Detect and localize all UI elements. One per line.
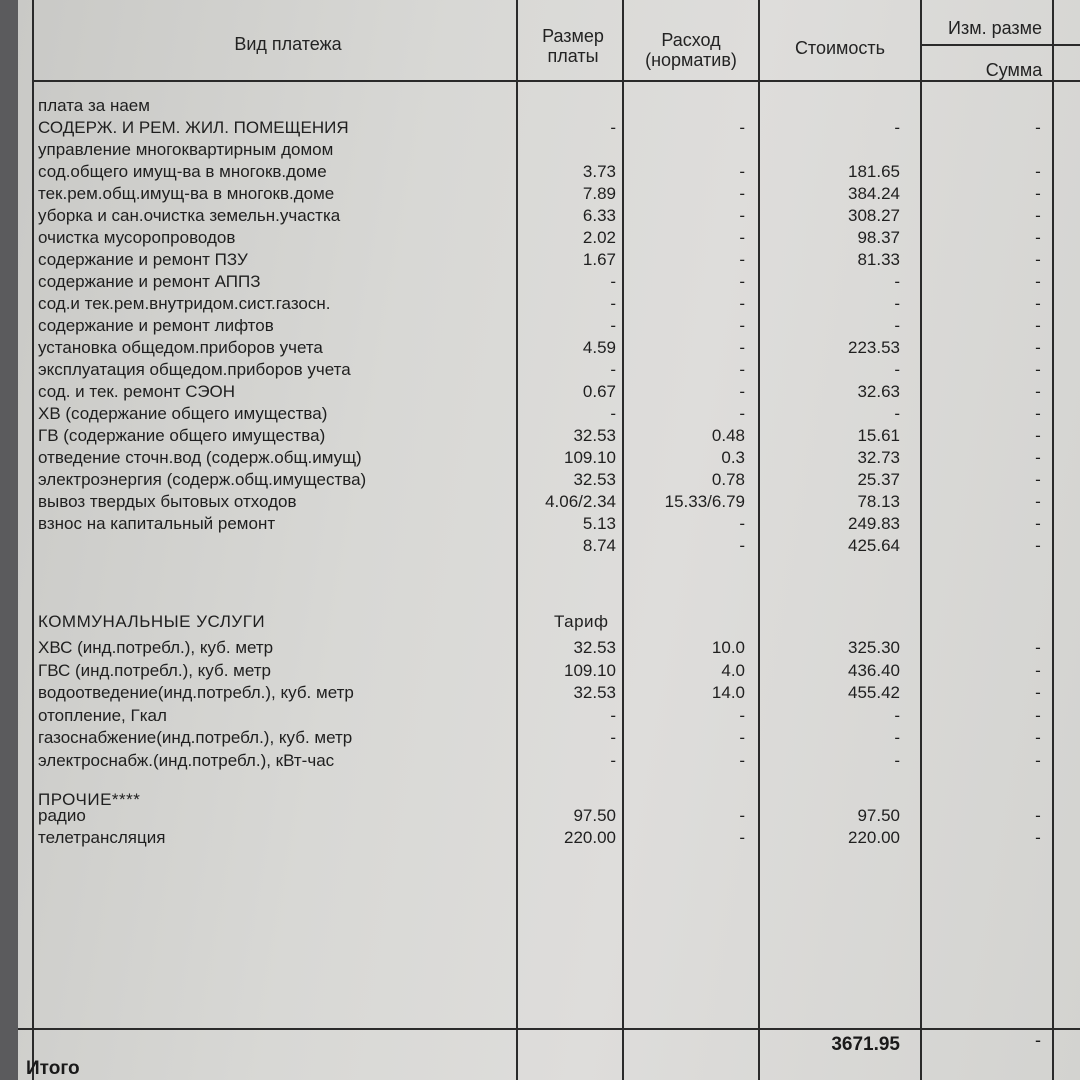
row-change: - xyxy=(1035,250,1041,269)
row-name: вывоз твердых бытовых отходов xyxy=(38,492,297,511)
row-rate: 2.02 xyxy=(582,228,616,247)
row-name: СОДЕРЖ. И РЕМ. ЖИЛ. ПОМЕЩЕНИЯ xyxy=(38,118,349,137)
row-rate: - xyxy=(610,118,616,137)
row-change: - xyxy=(1035,426,1041,445)
row-change: - xyxy=(1035,638,1041,657)
row-rate: 32.53 xyxy=(573,683,616,702)
row-name: эксплуатация общедом.приборов учета xyxy=(38,360,351,379)
other-title: ПРОЧИЕ**** xyxy=(38,790,141,809)
row-rate: 109.10 xyxy=(564,660,616,680)
row-name: телетрансляция xyxy=(38,828,166,847)
row-change: - xyxy=(1035,683,1041,702)
row-cost: 32.63 xyxy=(857,382,900,401)
header-consumption-line2: (норматив) xyxy=(645,50,737,70)
row-change: - xyxy=(1035,316,1041,335)
row-change: - xyxy=(1035,294,1041,313)
row-name: ХВ (содержание общего имущества) xyxy=(38,404,328,423)
row-consumption: - xyxy=(739,705,745,725)
utilities-title: КОММУНАЛЬНЫЕ УСЛУГИ xyxy=(38,612,266,631)
row-rate: 32.53 xyxy=(573,426,616,445)
header-change-label: Изм. разме xyxy=(948,18,1043,38)
row-name: плата за наем xyxy=(38,96,150,115)
row-rate: - xyxy=(610,404,616,423)
bill-sheet xyxy=(18,0,1080,1080)
row-rate: 3.73 xyxy=(582,162,616,181)
row-change: - xyxy=(1035,750,1041,770)
row-cost: 223.53 xyxy=(848,338,900,357)
row-change: - xyxy=(1035,118,1041,137)
row-change: - xyxy=(1035,206,1041,225)
row-cost: 455.42 xyxy=(848,683,900,702)
total-change: - xyxy=(1035,1030,1041,1050)
row-name: ГВ (содержание общего имущества) xyxy=(38,426,326,445)
row-change: - xyxy=(1035,536,1041,555)
row-name: отведение сточн.вод (содерж.общ.имущ) xyxy=(38,448,362,467)
row-consumption: 10.0 xyxy=(711,638,745,657)
row-consumption: - xyxy=(739,536,745,555)
header-cost-label: Стоимость xyxy=(794,38,886,58)
row-name: содержание и ремонт ПЗУ xyxy=(38,250,248,269)
header-consumption-line1: Расход xyxy=(661,30,721,50)
row-rate: 6.33 xyxy=(582,206,616,225)
row-cost: - xyxy=(894,294,900,313)
row-name: отопление, Гкал xyxy=(38,705,167,725)
row-name: газоснабжение(инд.потребл.), куб. метр xyxy=(38,728,353,747)
row-change: - xyxy=(1035,404,1041,423)
row-cost: 97.50 xyxy=(857,806,900,825)
row-rate: - xyxy=(610,294,616,313)
row-rate: 109.10 xyxy=(564,448,616,467)
row-rate: 1.67 xyxy=(582,250,616,269)
row-change: - xyxy=(1035,806,1041,825)
row-consumption: - xyxy=(739,750,745,770)
tariff-label: Тариф xyxy=(554,612,609,631)
row-rate: 0.67 xyxy=(582,382,616,401)
row-cost: 384.24 xyxy=(848,184,900,203)
row-consumption: 4.0 xyxy=(721,660,745,680)
row-cost: 436.40 xyxy=(848,660,900,680)
row-change: - xyxy=(1035,162,1041,181)
row-consumption: - xyxy=(739,382,745,401)
row-change: - xyxy=(1035,184,1041,203)
row-consumption: - xyxy=(739,728,745,747)
row-name: электроэнергия (содерж.общ.имущества) xyxy=(38,470,367,489)
row-cost: - xyxy=(894,750,900,770)
row-consumption: - xyxy=(739,228,745,247)
row-consumption: 0.3 xyxy=(721,448,745,467)
header-change-sum-label: Сумма xyxy=(985,60,1043,80)
row-rate: - xyxy=(610,750,616,770)
row-consumption: - xyxy=(739,514,745,533)
row-consumption: - xyxy=(739,806,745,825)
row-name: ХВС (инд.потребл.), куб. метр xyxy=(38,638,274,657)
row-consumption: - xyxy=(739,250,745,269)
row-change: - xyxy=(1035,728,1041,747)
row-rate: 32.53 xyxy=(573,638,616,657)
table-row xyxy=(18,806,1080,828)
row-cost: 15.61 xyxy=(857,426,900,445)
row-consumption: 14.0 xyxy=(711,683,745,702)
row-change: - xyxy=(1035,360,1041,379)
row-name: тек.рем.общ.имущ-ва в многокв.доме xyxy=(38,184,335,203)
row-name: ГВС (инд.потребл.), куб. метр xyxy=(38,660,272,680)
row-change: - xyxy=(1035,338,1041,357)
row-consumption: - xyxy=(739,272,745,291)
row-name: очистка мусоропроводов xyxy=(38,228,236,247)
row-cost: 32.73 xyxy=(857,448,900,467)
row-name: электроснабж.(инд.потребл.), кВт-час xyxy=(38,750,335,770)
row-consumption: - xyxy=(739,360,745,379)
other-section xyxy=(18,0,1080,1080)
row-name: взнос на капитальный ремонт xyxy=(38,514,276,533)
row-consumption: 0.48 xyxy=(711,426,745,445)
row-name: содержание и ремонт АППЗ xyxy=(38,272,261,291)
row-rate: 4.06/2.34 xyxy=(545,492,616,511)
row-rate: - xyxy=(610,360,616,379)
row-consumption: - xyxy=(739,828,745,847)
row-change: - xyxy=(1035,228,1041,247)
row-name: сод. и тек. ремонт СЭОН xyxy=(38,382,236,401)
row-change: - xyxy=(1035,514,1041,533)
row-consumption: - xyxy=(739,162,745,181)
row-consumption: - xyxy=(739,404,745,423)
row-cost: - xyxy=(894,272,900,291)
row-cost: - xyxy=(894,316,900,335)
row-rate: 32.53 xyxy=(573,470,616,489)
total-label: Итого xyxy=(26,1058,80,1079)
row-change: - xyxy=(1035,382,1041,401)
row-consumption: - xyxy=(739,294,745,313)
row-change: - xyxy=(1035,660,1041,680)
table-row xyxy=(18,828,1080,850)
row-cost: - xyxy=(894,705,900,725)
row-rate: - xyxy=(610,316,616,335)
header-rate-line2: платы xyxy=(547,46,599,66)
total-value: 3671.95 xyxy=(831,1034,900,1055)
row-change: - xyxy=(1035,705,1041,725)
row-cost: 181.65 xyxy=(848,162,900,181)
row-name: водоотведение(инд.потребл.), куб. метр xyxy=(38,683,354,702)
row-cost: - xyxy=(894,360,900,379)
row-cost: - xyxy=(894,728,900,747)
row-change: - xyxy=(1035,828,1041,847)
row-name: сод.и тек.рем.внутридом.сист.газосн. xyxy=(38,294,331,313)
row-rate: - xyxy=(610,705,616,725)
row-cost: 249.83 xyxy=(848,514,900,533)
row-change: - xyxy=(1035,448,1041,467)
row-name: уборка и сан.очистка земельн.участка xyxy=(38,206,341,225)
row-change: - xyxy=(1035,470,1041,489)
row-cost: - xyxy=(894,118,900,137)
row-change: - xyxy=(1035,492,1041,511)
row-rate: 4.59 xyxy=(582,338,616,357)
row-name: радио xyxy=(38,806,86,825)
row-cost: 25.37 xyxy=(857,470,900,489)
row-rate: - xyxy=(610,272,616,291)
row-consumption: - xyxy=(739,338,745,357)
row-cost: - xyxy=(894,404,900,423)
header-payment-type-label: Вид платежа xyxy=(234,34,342,54)
row-cost: 325.30 xyxy=(848,638,900,657)
row-rate: 7.89 xyxy=(582,184,616,203)
row-name: сод.общего имущ-ва в многокв.доме xyxy=(38,162,327,181)
row-rate: - xyxy=(610,728,616,747)
row-consumption: - xyxy=(739,118,745,137)
header-rate-line1: Размер xyxy=(542,26,604,46)
row-rate: 97.50 xyxy=(573,806,616,825)
row-change: - xyxy=(1035,272,1041,291)
row-rate: 220.00 xyxy=(564,828,616,847)
row-consumption: - xyxy=(739,206,745,225)
row-rate: 5.13 xyxy=(582,514,616,533)
row-name: содержание и ремонт лифтов xyxy=(38,316,274,335)
row-name: установка общедом.приборов учета xyxy=(38,338,323,357)
row-cost: 78.13 xyxy=(857,492,900,511)
row-consumption: - xyxy=(739,316,745,335)
row-cost: 81.33 xyxy=(857,250,900,269)
row-rate: 8.74 xyxy=(582,536,616,555)
row-cost: 308.27 xyxy=(848,206,900,225)
row-cost: 220.00 xyxy=(848,828,900,847)
row-cost: 425.64 xyxy=(848,536,900,555)
row-name: управление многоквартирным домом xyxy=(38,140,334,159)
row-consumption: 15.33/6.79 xyxy=(664,492,745,511)
row-consumption: - xyxy=(739,184,745,203)
row-consumption: 0.78 xyxy=(711,470,745,489)
row-cost: 98.37 xyxy=(857,228,900,247)
